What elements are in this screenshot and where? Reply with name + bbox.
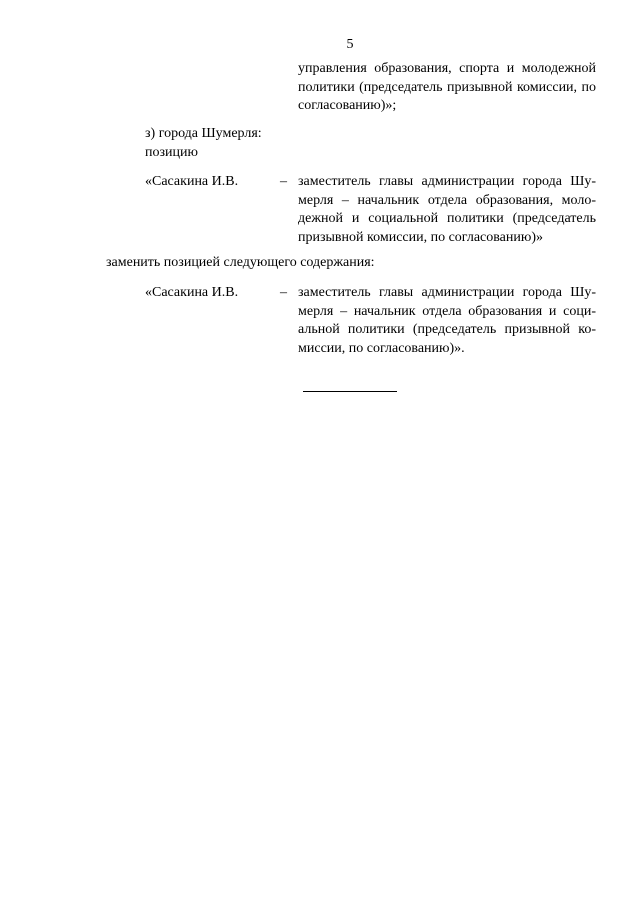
entry1-name: «Сасакина И.В. xyxy=(145,174,239,189)
entry1-desc-line: призывной комиссии, по согласованию)» xyxy=(298,229,543,245)
section-subheading: позицию xyxy=(145,144,198,160)
continuation-text xyxy=(298,60,596,116)
section-heading: з) города Шумерля: xyxy=(145,126,262,141)
entry1-dash: – xyxy=(280,174,287,189)
entry1-desc-line: заместитель главы администрации города Шу- xyxy=(298,174,596,189)
entry1-description xyxy=(298,173,596,247)
entry2-desc-line: заместитель главы администрации города Шу- xyxy=(298,285,596,300)
entry2-desc-line: миссии, по согласованию)». xyxy=(298,340,465,356)
entry2-desc-line: мерля – начальник отдела образования и соци- xyxy=(298,303,596,319)
entry1-desc-line: дежной и социальной политики (председатель xyxy=(298,211,596,226)
entry2-dash: – xyxy=(280,285,287,300)
replace-phrase: заменить позицией следующего содержания: xyxy=(106,255,375,270)
entry2-desc-line: альной политики (председатель призывной ко- xyxy=(298,322,596,337)
end-divider-line xyxy=(303,391,397,392)
page-number: 5 xyxy=(346,37,354,52)
continuation-line: согласованию)»; xyxy=(298,98,397,113)
continuation-line: управления образования, спорта и молодежной xyxy=(298,61,596,76)
entry2-description xyxy=(298,284,596,358)
entry1-desc-line: мерля – начальник отдела образования, моло- xyxy=(298,192,596,208)
continuation-line: политики (председатель призывной комиссии, по xyxy=(298,79,596,95)
entry2-name: «Сасакина И.В. xyxy=(145,285,239,300)
section-heading-block xyxy=(145,125,262,162)
